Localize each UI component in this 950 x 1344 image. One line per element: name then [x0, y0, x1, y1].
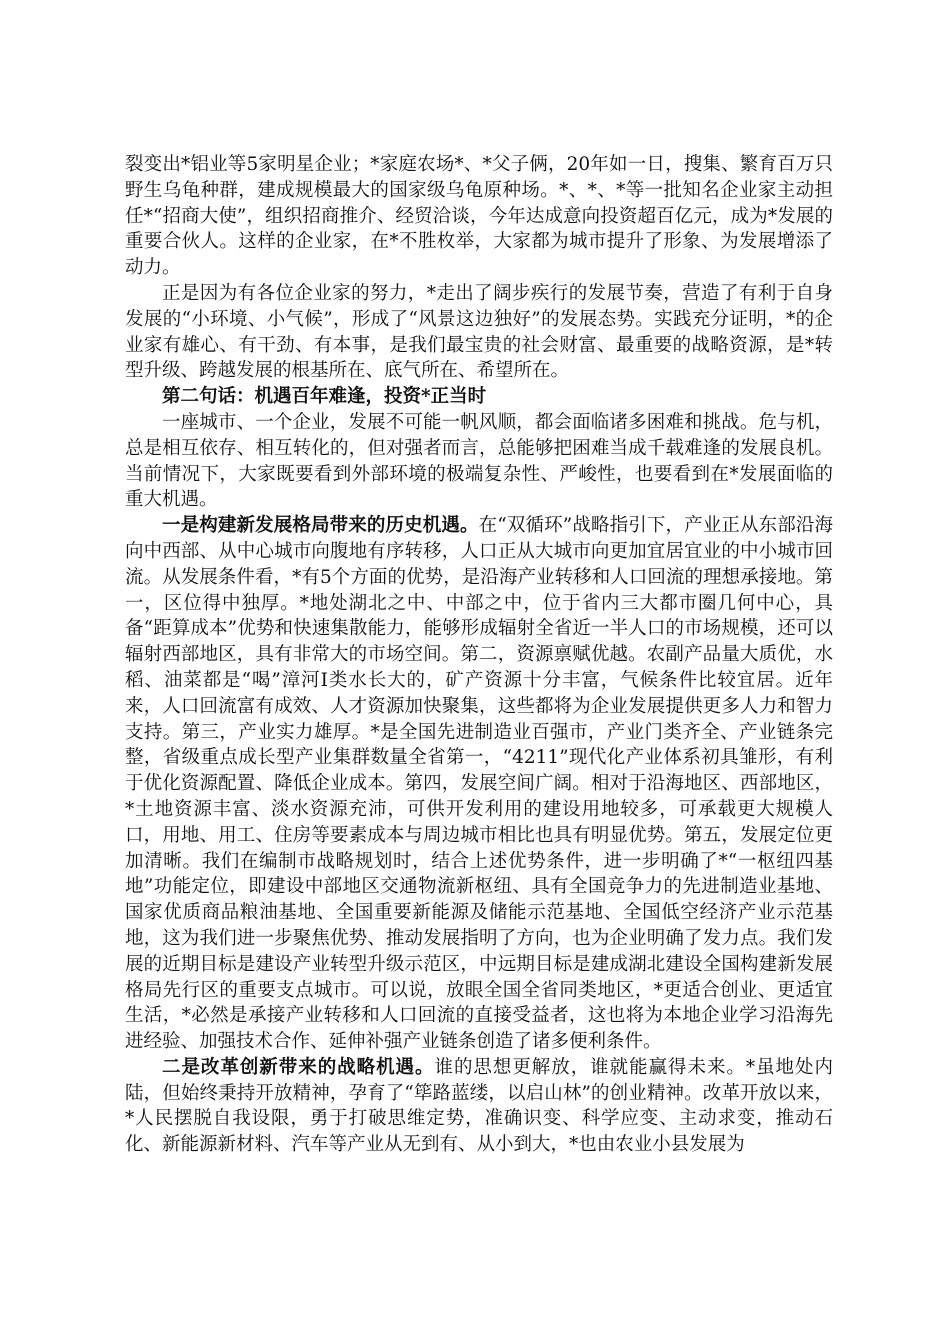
paragraph-historic-opportunity [125, 513, 833, 1055]
paragraph-enterprise-examples: 裂变出*铝业等5家明星企业；*家庭农场*、*父子俩，20年如一日，搜集、繁育百万只野生乌龟种群，建成规模最大的国家级乌龟原种场。*、*、*等一批知名企业家主动担任*“招商大使”，组织招商推介、经贸洽谈，今年达成意向投资超百亿元，成为*发展的重要合伙人。这样的企业家，在*不胜枚举，大家都为城市提升了形象、为发展增添了动力。 [125, 154, 833, 279]
section-heading-second-point: 第二句话：机遇百年难逢，投资*正当时 [162, 386, 487, 408]
paragraph-body-first: 在“双循环”战略指引下，产业正从东部沿海向中西部、从中心城市向腹地有序转移，人口正从大城市向更加宜居宜业的中小城市回流。从发展条件看，*有5个方面的优势，是沿海产业转移和人口回流的理想承接地。第一，区位得中独厚。*地处湖北之中、中部之中，位于省内三大都市圈几何中心，具备“距算成本”优势和快速集散能力，能够形成辐射全省近一半人口的市场规模，还可以辐射西部地区，具有非常大的市场空间。第二，资源禀赋优越。农副产品量大质优，水稻、油菜都是“喝”漳河Ⅰ类水长大的，矿产资源十分丰富，气候条件比较宜居。近年来，人口回流富有成效、人才资源加快聚集，这些都将为企业发展提供更多人力和智力支持。第三，产业实力雄厚。*是全国先进制造业百强市，产业门类齐全、产业链条完整，省级重点成长型产业集群数量全省第一，“4211”现代化产业体系初具雏形，有利于优化资源配置、降低企业成本。第四，发展空间广阔。相对于沿海地区、西部地区，*土地资源丰富、淡水资源充沛，可供开发利用的建设用地较多，可承载更大规模人口，用地、用工、住房等要素成本与周边城市相比也具有明显优势。第五，发展定位更加清晰。我们在编制市战略规划时，结合上述优势条件，进一步明确了*“一枢纽四基地”功能定位，即建设中部地区交通物流新枢纽、具有全国竞争力的先进制造业基地、国家优质商品粮油基地、全国重要新能源及储能示范基地、全国低空经济产业示范基地，这为我们进一步聚焦优势、推动发展指明了方向，也为企业明确了发力点。我们发展的近期目标是建设产业转型升级示范区，中远期目标是建成湖北建设全国构建新发展格局先行区的重要支点城市。可以说，放眼全国全省同类地区，*更适合创业、更适宜生活，*必然是承接产业转移和人口回流的直接受益者，这也将为本地企业学习沿海先进经验、加强技术合作、延伸补强产业链条创造了诸多便利条件。 [125, 515, 833, 1053]
paragraph-lead-first: 一是构建新发展格局带来的历史机遇。 [162, 515, 479, 537]
paragraph-crisis-and-opportunity: 一座城市、一个企业，发展不可能一帆风顺，都会面临诸多困难和挑战。危与机，总是相互依存、相互转化的，但对强者而言，总能够把困难当成千载难逢的发展良机。当前情况下，大家既要看到外部环境的极端复杂性、严峻性，也要看到在*发展面临的重大机遇。 [125, 411, 833, 511]
paragraph-lead-second: 二是改革创新带来的战略机遇。 [162, 1056, 435, 1078]
paragraph-strategic-opportunity [125, 1055, 833, 1158]
document-body [125, 152, 833, 1158]
paragraph-body-second: 谁的思想更解放，谁就能赢得未来。*虽地处内陆，但始终秉持开放精神，孕育了“筚路蓝缕，以启山林”的创业精神。改革开放以来，*人民摆脱自我设限，勇于打破思维定势，准确识变、科学应变、主动求变，推动石化、新能源新材料、汽车等产业从无到有、从小到大，*也由农业小县发展为 [125, 1056, 833, 1156]
paragraph-development-momentum: 正是因为有各位企业家的努力，*走出了阔步疾行的发展节奏，营造了有利于自身发展的“小环境、小气候”，形成了“风景这边独好”的发展态势。实践充分证明，*的企业家有雄心、有干劲、有本事，是我们最宝贵的社会财富、最重要的战略资源，是*转型升级、跨越发展的根基所在、底气所在、希望所在。 [125, 282, 833, 382]
